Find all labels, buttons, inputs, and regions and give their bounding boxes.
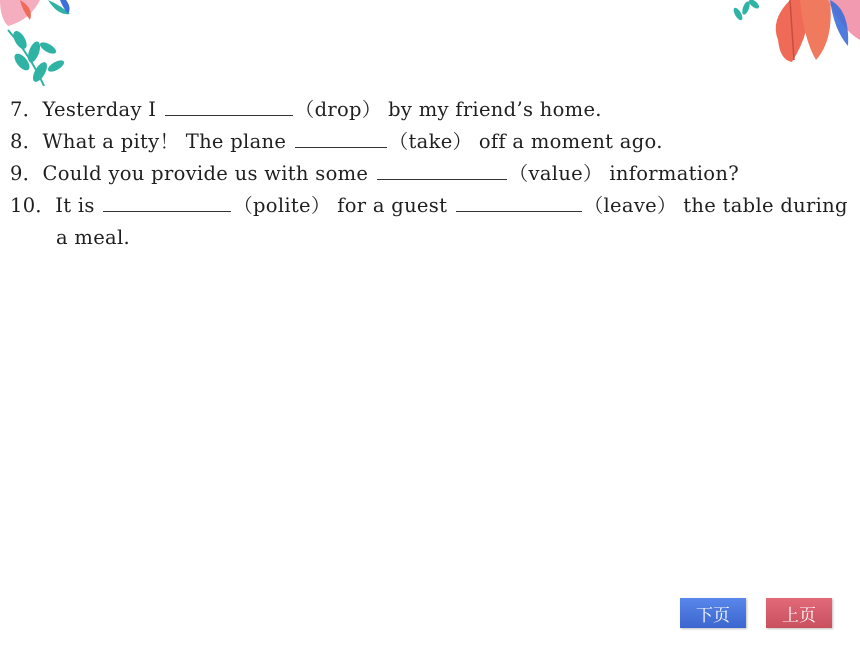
verb-hint: （drop）: [294, 98, 382, 121]
next-page-button[interactable]: [680, 598, 746, 628]
previous-page-button[interactable]: [766, 598, 832, 628]
question-number: 7．: [10, 98, 43, 121]
question-number: 8．: [10, 130, 43, 153]
answer-blank[interactable]: [456, 193, 582, 212]
question-10: [10, 190, 850, 222]
question-number: 9．: [10, 162, 43, 185]
question-text: information?: [609, 162, 739, 185]
floral-decoration-top-right-icon: [730, 0, 860, 75]
question-text: the table during: [683, 194, 848, 217]
question-text: Yesterday I: [42, 98, 157, 121]
question-10-continued: [10, 222, 850, 254]
question-7: [10, 94, 850, 126]
question-text: Could you provide us with some: [42, 162, 369, 185]
question-9: [10, 158, 850, 190]
question-text: off a moment ago.: [478, 130, 663, 153]
question-text: by my friend’s home.: [388, 98, 602, 121]
answer-blank[interactable]: [295, 129, 387, 148]
verb-hint: （polite）: [233, 194, 331, 217]
next-page-label: 下页: [696, 605, 730, 626]
question-text: for a guest: [337, 194, 448, 217]
verb-hint: （take）: [388, 130, 473, 153]
verb-hint: （value）: [508, 162, 603, 185]
previous-page-label: 上页: [782, 605, 816, 626]
question-number: 10．: [10, 194, 56, 217]
answer-blank[interactable]: [377, 161, 507, 180]
exercise-list: [10, 94, 850, 254]
question-text: What a pity！ The plane: [42, 130, 287, 153]
answer-blank[interactable]: [165, 97, 293, 116]
question-text: It is: [55, 194, 95, 217]
question-8: [10, 126, 850, 158]
question-text: a meal.: [56, 226, 131, 249]
floral-decoration-top-left-icon: [0, 0, 90, 95]
answer-blank[interactable]: [103, 193, 231, 212]
verb-hint: （leave）: [583, 194, 677, 217]
